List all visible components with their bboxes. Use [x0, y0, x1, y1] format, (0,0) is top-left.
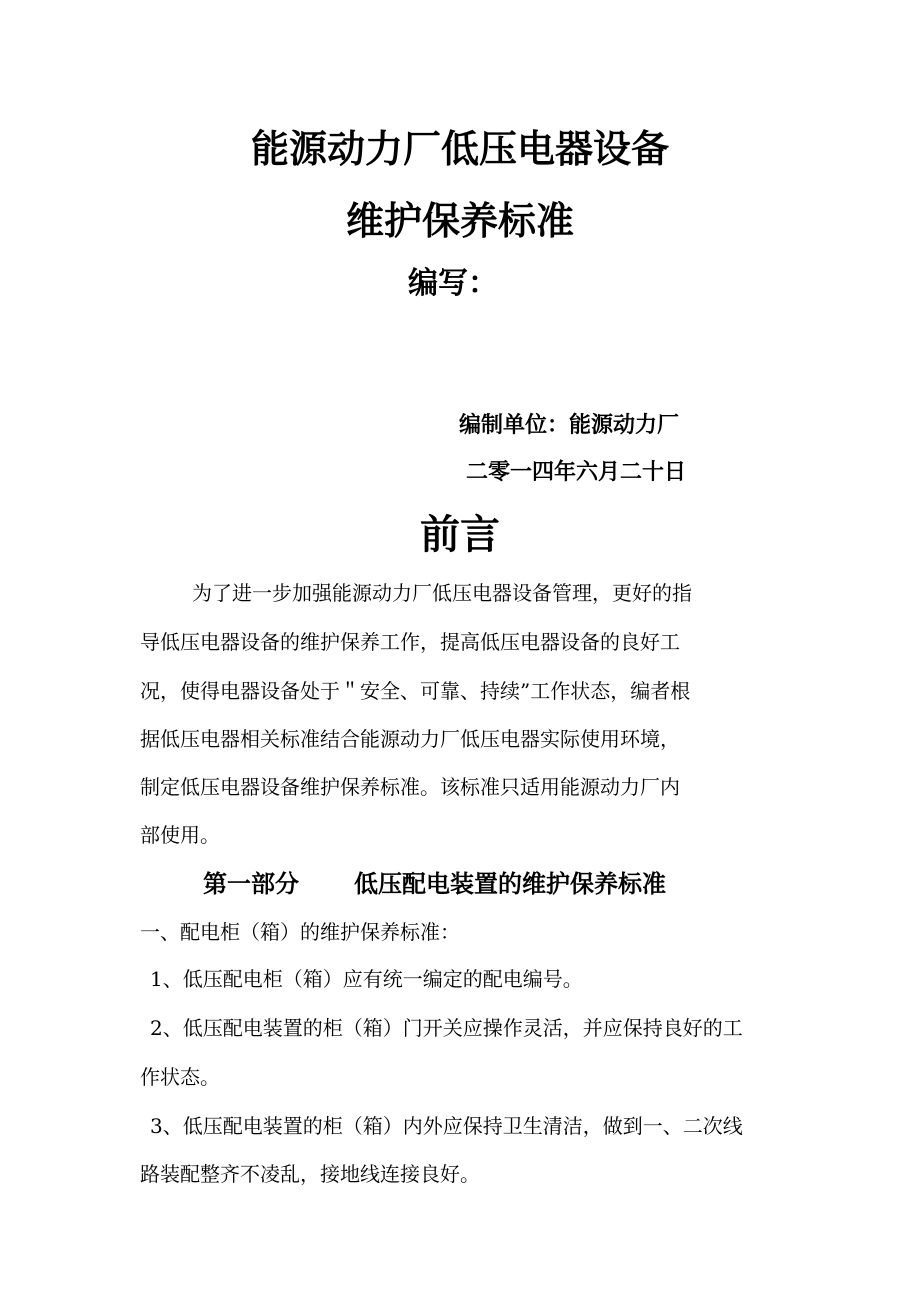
preface-line: 为了进一步加强能源动力厂低压电器设备管理，更好的指: [192, 581, 692, 605]
section-heading: 一、配电柜（箱）的维护保养标准：: [140, 920, 460, 944]
preface-line: 况，使得电器设备处于＂安全、可靠、持续”工作状态，编者根: [140, 679, 691, 703]
preface-line: 部使用。: [140, 823, 220, 847]
author-label: 编写：: [408, 266, 498, 301]
standard-item: 2、低压配电装置的柜（箱）门开关应操作灵活，并应保持良好的工: [150, 1016, 743, 1040]
preface-line: 导低压电器设备的维护保养工作，提高低压电器设备的良好工: [140, 630, 680, 654]
document-date: 二零一四年六月二十日: [466, 460, 687, 485]
document-title-line2: 维护保养标准: [345, 199, 574, 243]
preface-line: 据低压电器相关标准结合能源动力厂低压电器实际使用环境，: [140, 727, 680, 751]
standard-item: 3、低压配电装置的柜（箱）内外应保持卫生清洁，做到一、二次线: [150, 1114, 743, 1138]
preface-heading: 前言: [420, 512, 500, 558]
part-label: 第一部分: [203, 870, 299, 898]
preface-line: 制定低压电器设备维护保养标准。该标准只适用能源动力厂内: [140, 775, 680, 799]
standard-item-continued: 路装配整齐不凌乱，接地线连接良好。: [140, 1162, 480, 1186]
part-title: 低压配电装置的维护保养标准: [354, 870, 666, 898]
compiling-unit: 编制单位：能源动力厂: [459, 413, 680, 438]
standard-item-continued: 作状态。: [140, 1065, 220, 1089]
standard-item: 1、低压配电柜（箱）应有统一编定的配电编号。: [150, 967, 583, 991]
document-title-line1: 能源动力厂低压电器设备: [250, 127, 669, 171]
